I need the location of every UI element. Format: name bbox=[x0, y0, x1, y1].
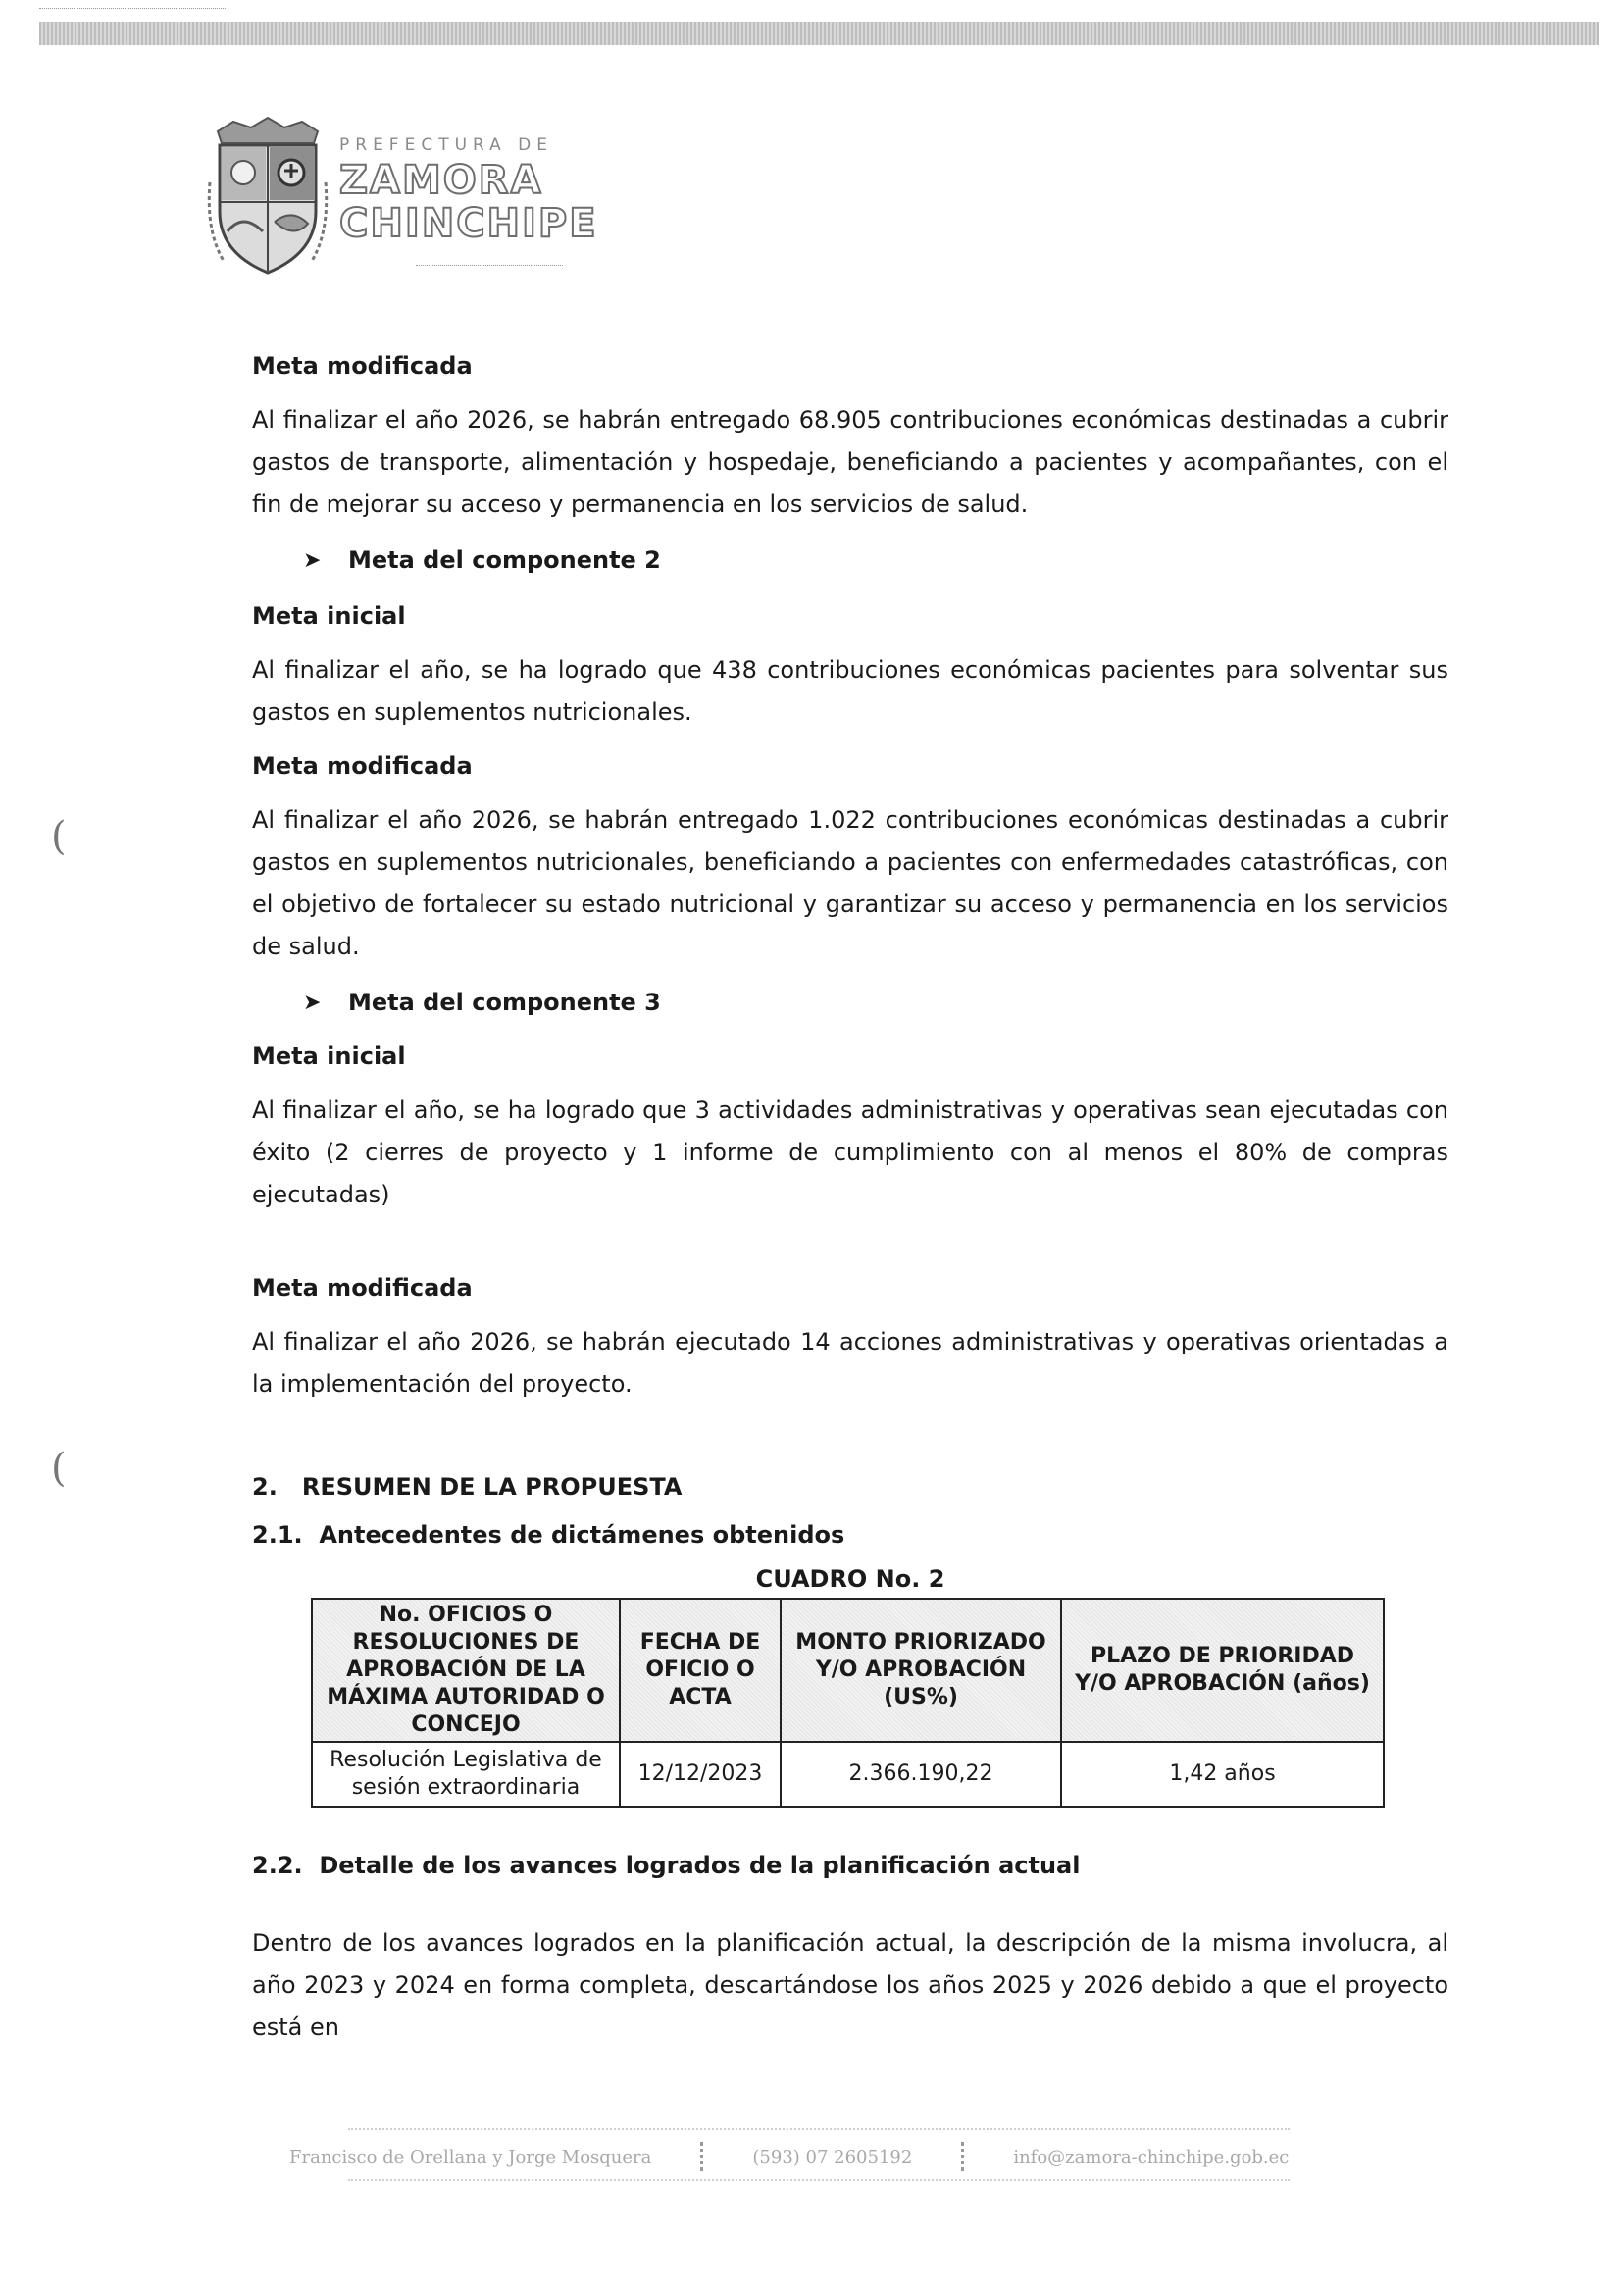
logo-prefix: PREFECTURA DE bbox=[339, 135, 554, 155]
footer-divider bbox=[348, 2128, 1290, 2130]
meta-modificada-paragraph: Al finalizar el año 2026, se habrán entregado 68.905 contribuciones económicas destinadas a cubrir gastos de transporte, alimentación y hospedaje, beneficiando a pacientes y acompañantes, con el fin de mejorar su acceso y permanencia en los servicios de salud. bbox=[252, 406, 1448, 518]
table-cell: 1,42 años bbox=[1061, 1742, 1384, 1807]
scan-mark: ( bbox=[51, 1446, 67, 1491]
page-footer bbox=[289, 2128, 1348, 2187]
meta-inicial-paragraph: Al finalizar el año, se ha logrado que 3 actividades administrativas y operativas sean ejecutadas con éxito (2 cierres de proyecto y 1 informe de cumplimiento con al menos el 80% de compras ejecutadas) bbox=[252, 1096, 1448, 1208]
component-3-title: Meta del componente 3 bbox=[348, 989, 661, 1016]
meta-modificada-heading: Meta modificada bbox=[252, 752, 473, 780]
section-2-2-heading: 2.2. Detalle de los avances logrados de la planificación actual bbox=[252, 1852, 1081, 1879]
section-2-heading: 2. RESUMEN DE LA PROPUESTA bbox=[252, 1473, 683, 1501]
footer-separator bbox=[700, 2142, 703, 2171]
component-2-title: Meta del componente 2 bbox=[348, 546, 661, 574]
component-3-heading bbox=[252, 982, 1448, 1024]
column-header: MONTO PRIORIZADO Y/O APROBACIÓN (US%) bbox=[781, 1599, 1061, 1742]
scan-header-band bbox=[39, 22, 1599, 45]
meta-inicial-heading: Meta inicial bbox=[252, 1043, 406, 1070]
document-body bbox=[252, 345, 1448, 2049]
column-header: PLAZO DE PRIORIDAD Y/O APROBACIÓN (años) bbox=[1061, 1599, 1384, 1742]
scan-mark: ( bbox=[51, 814, 67, 859]
meta-modificada-heading: Meta modificada bbox=[252, 1274, 473, 1301]
table-cell: 2.366.190,22 bbox=[781, 1742, 1061, 1807]
logo-underline bbox=[416, 265, 563, 266]
table-cell: 12/12/2023 bbox=[620, 1742, 781, 1807]
component-2-heading bbox=[252, 539, 1448, 582]
meta-inicial-paragraph: Al finalizar el año, se ha logrado que 438 contribuciones económicas pacientes para solventar sus gastos en suplementos nutricionales. bbox=[252, 656, 1448, 726]
section-2-2-paragraph: Dentro de los avances logrados en la planificación actual, la descripción de la misma involucra, al año 2023 y 2024 en forma completa, descartándose los años 2025 y 2026 debido a que el proyecto está en bbox=[252, 1929, 1448, 2041]
logo-line-1: ZAMORA bbox=[339, 158, 543, 203]
footer-address: Francisco de Orellana y Jorge Mosquera bbox=[289, 2146, 652, 2167]
table-cell: Resolución Legislativa de sesión extraordinaria bbox=[312, 1742, 620, 1807]
arrow-bullet-icon: ➤ bbox=[303, 548, 322, 573]
footer-separator bbox=[961, 2142, 964, 2171]
meta-modificada-heading: Meta modificada bbox=[252, 352, 473, 380]
footer-phone: (593) 07 2605192 bbox=[752, 2146, 913, 2167]
table-header-row bbox=[312, 1599, 1384, 1742]
prefectura-logo bbox=[204, 114, 598, 290]
footer-divider bbox=[348, 2179, 1290, 2181]
logo-line-2: CHINCHIPE bbox=[339, 201, 598, 246]
logo-wordmark bbox=[339, 135, 598, 245]
table-row bbox=[312, 1742, 1384, 1807]
coat-of-arms-icon bbox=[204, 114, 331, 280]
table-caption: CUADRO No. 2 bbox=[755, 1565, 945, 1593]
arrow-bullet-icon: ➤ bbox=[303, 991, 322, 1015]
meta-modificada-paragraph: Al finalizar el año 2026, se habrán ejecutado 14 acciones administrativas y operativas orientadas a la implementación del proyecto. bbox=[252, 1328, 1448, 1398]
dictamenes-table bbox=[311, 1598, 1385, 1808]
meta-inicial-heading: Meta inicial bbox=[252, 602, 406, 630]
column-header: FECHA DE OFICIO O ACTA bbox=[620, 1599, 781, 1742]
meta-modificada-paragraph: Al finalizar el año 2026, se habrán entregado 1.022 contribuciones económicas destinadas a cubrir gastos en suplementos nutricionales, beneficiando a pacientes con enfermedades catastróficas, con el objetivo de fortalecer su estado nutricional y garantizar su acceso y permanencia en los servicios de salud. bbox=[252, 806, 1448, 960]
footer-email: info@zamora-chinchipe.gob.ec bbox=[1013, 2146, 1290, 2167]
column-header: No. OFICIOS O RESOLUCIONES DE APROBACIÓN DE LA MÁXIMA AUTORIDAD O CONCEJO bbox=[312, 1599, 620, 1742]
section-2-1-heading: 2.1. Antecedentes de dictámenes obtenidos bbox=[252, 1521, 845, 1549]
